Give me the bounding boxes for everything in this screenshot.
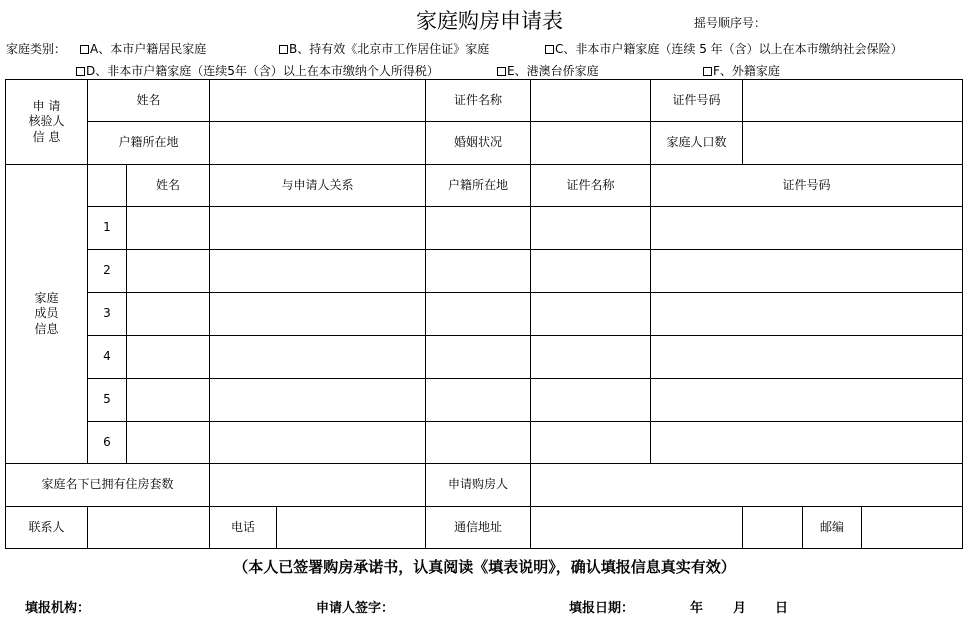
applicant-marital-input[interactable]: [531, 122, 651, 165]
footer-date-year: 年: [690, 601, 704, 616]
checkbox-icon[interactable]: [76, 67, 85, 76]
postcode-label: 邮编: [803, 507, 862, 549]
footer-signature-label: 申请人签字：: [316, 601, 395, 616]
members-header-relation: 与申请人关系: [210, 165, 426, 207]
application-form-table: [5, 79, 963, 549]
category-option-label: E、港澳台侨家庭: [507, 64, 599, 78]
applicant-family-size-label: 家庭人口数: [651, 122, 743, 165]
member-household-input[interactable]: [426, 422, 531, 464]
category-option-label: D、非本市户籍家庭（连续5年（含）以上在本市缴纳个人所得税）: [86, 64, 439, 78]
member-name-input[interactable]: [127, 293, 210, 336]
category-option-label: F、外籍家庭: [713, 64, 780, 78]
member-name-input[interactable]: [127, 379, 210, 422]
member-row-number: 3: [88, 293, 127, 336]
table-row: [6, 422, 963, 464]
checkbox-icon[interactable]: [703, 67, 712, 76]
member-id-type-input[interactable]: [531, 250, 651, 293]
phone-input[interactable]: [277, 507, 426, 549]
footer-date-day: 日: [775, 601, 789, 616]
member-household-input[interactable]: [426, 250, 531, 293]
category-option-label: C、非本市户籍家庭（连续 5 年（含）以上在本市缴纳社会保险）: [555, 42, 903, 56]
address-input[interactable]: [531, 507, 743, 549]
member-row-number: 2: [88, 250, 127, 293]
category-option-a[interactable]: [80, 40, 206, 57]
member-id-number-input[interactable]: [651, 336, 963, 379]
members-section-label: 家庭 成员 信息: [6, 165, 88, 464]
category-option-c[interactable]: [545, 40, 903, 57]
members-header-name: 姓名: [127, 165, 210, 207]
footer-date-label: 填报日期：: [569, 601, 635, 616]
member-id-number-input[interactable]: [651, 207, 963, 250]
category-option-label: B、持有效《北京市工作居住证》家庭: [289, 42, 490, 56]
member-row-number: 1: [88, 207, 127, 250]
applicant-id-number-input[interactable]: [743, 80, 963, 122]
members-header-id-number: 证件号码: [651, 165, 963, 207]
member-id-type-input[interactable]: [531, 336, 651, 379]
member-id-type-input[interactable]: [531, 207, 651, 250]
members-header-id-type: 证件名称: [531, 165, 651, 207]
member-relation-input[interactable]: [210, 207, 426, 250]
member-household-input[interactable]: [426, 336, 531, 379]
applicant-household-label: 户籍所在地: [88, 122, 210, 165]
member-row-number: 6: [88, 422, 127, 464]
footer-date-month: 月: [733, 601, 747, 616]
applicant-household-input[interactable]: [210, 122, 426, 165]
table-row: [6, 207, 963, 250]
member-household-input[interactable]: [426, 207, 531, 250]
member-name-input[interactable]: [127, 250, 210, 293]
member-row-number: 5: [88, 379, 127, 422]
footer-org-label: 填报机构：: [25, 601, 91, 616]
member-household-input[interactable]: [426, 293, 531, 336]
member-id-type-input[interactable]: [531, 422, 651, 464]
member-relation-input[interactable]: [210, 250, 426, 293]
member-id-number-input[interactable]: [651, 422, 963, 464]
member-id-number-input[interactable]: [651, 250, 963, 293]
members-index-header: [88, 165, 127, 207]
lottery-number-label: 摇号顺序号：: [694, 16, 767, 30]
table-row: [6, 336, 963, 379]
category-option-b[interactable]: [279, 40, 489, 57]
contact-label: 联系人: [6, 507, 88, 549]
buyer-input[interactable]: [531, 464, 963, 507]
address-input-extension[interactable]: [743, 507, 803, 549]
applicant-id-type-input[interactable]: [531, 80, 651, 122]
member-id-type-input[interactable]: [531, 379, 651, 422]
members-header-household: 户籍所在地: [426, 165, 531, 207]
member-relation-input[interactable]: [210, 293, 426, 336]
member-relation-input[interactable]: [210, 422, 426, 464]
applicant-section-label: 申 请 核验人 信 息: [6, 80, 88, 165]
form-title: 家庭购房申请表: [416, 9, 563, 33]
buyer-label: 申请购房人: [426, 464, 531, 507]
category-option-e[interactable]: [497, 62, 599, 79]
applicant-name-label: 姓名: [88, 80, 210, 122]
checkbox-icon[interactable]: [545, 45, 554, 54]
category-label: 家庭类别：: [6, 42, 67, 56]
applicant-marital-label: 婚姻状况: [426, 122, 531, 165]
member-row-number: 4: [88, 336, 127, 379]
applicant-name-input[interactable]: [210, 80, 426, 122]
member-relation-input[interactable]: [210, 379, 426, 422]
member-name-input[interactable]: [127, 207, 210, 250]
member-name-input[interactable]: [127, 336, 210, 379]
contact-input[interactable]: [88, 507, 210, 549]
checkbox-icon[interactable]: [279, 45, 288, 54]
member-id-number-input[interactable]: [651, 293, 963, 336]
member-name-input[interactable]: [127, 422, 210, 464]
category-option-f[interactable]: [703, 62, 780, 79]
category-option-label: A、本市户籍居民家庭: [90, 42, 207, 56]
member-relation-input[interactable]: [210, 336, 426, 379]
checkbox-icon[interactable]: [497, 67, 506, 76]
checkbox-icon[interactable]: [80, 45, 89, 54]
phone-label: 电话: [210, 507, 277, 549]
member-id-type-input[interactable]: [531, 293, 651, 336]
declaration-note: （本人已签署购房承诺书，认真阅读《填表说明》，确认填报信息真实有效）: [233, 558, 736, 576]
applicant-id-number-label: 证件号码: [651, 80, 743, 122]
owned-housing-label: 家庭名下已拥有住房套数: [6, 464, 210, 507]
applicant-id-type-label: 证件名称: [426, 80, 531, 122]
address-label: 通信地址: [426, 507, 531, 549]
table-row: [6, 250, 963, 293]
postcode-input[interactable]: [862, 507, 963, 549]
table-row: [6, 293, 963, 336]
applicant-family-size-input[interactable]: [743, 122, 963, 165]
table-row: [6, 379, 963, 422]
category-option-d[interactable]: [76, 62, 439, 79]
owned-housing-input[interactable]: [210, 464, 426, 507]
member-household-input[interactable]: [426, 379, 531, 422]
member-id-number-input[interactable]: [651, 379, 963, 422]
